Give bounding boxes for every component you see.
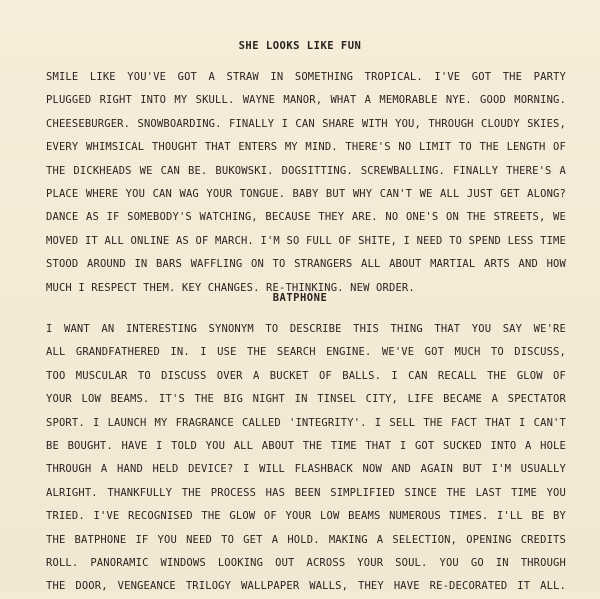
- song-she-looks-like-fun: [0, 40, 600, 52]
- lyric-line: I WANT AN INTERESTING SYNONYM TO DESCRIBE THIS THING THAT YOU SAY WE'RE: [46, 323, 566, 335]
- lyric-line: TRIED. I'VE RECOGNISED THE GLOW OF YOUR LOW BEAMS NUMEROUS TIMES. I'LL BE BY: [46, 510, 566, 523]
- lyric-line: ALL GRANDFATHERED IN. I USE THE SEARCH ENGINE. WE'VE GOT MUCH TO DISCUSS,: [46, 346, 566, 359]
- lyric-line: THROUGH A HAND HELD DEVICE? I WILL FLASHBACK NOW AND AGAIN BUT I'M USUALLY: [46, 463, 566, 476]
- song-lyrics: [46, 318, 566, 599]
- song-title: BATPHONE: [272, 292, 328, 304]
- lyric-line: YOUR LOW BEAMS. IT'S THE BIG NIGHT IN TINSEL CITY, LIFE BECAME A SPECTATOR: [46, 393, 566, 406]
- lyric-line: EVERY WHIMSICAL THOUGHT THAT ENTERS MY MIND. THERE'S NO LIMIT TO THE LENGTH OF: [46, 141, 566, 154]
- lyric-line: THE DICKHEADS WE CAN BE. BUKOWSKI. DOGSITTING. SCREWBALLING. FINALLY THERE'S A: [46, 164, 566, 177]
- lyric-line: ALRIGHT. THANKFULLY THE PROCESS HAS BEEN SIMPLIFIED SINCE THE LAST TIME YOU: [46, 486, 566, 499]
- lyric-line: SMILE LIKE YOU'VE GOT A STRAW IN SOMETHING TROPICAL. I'VE GOT THE PARTY: [46, 71, 566, 83]
- song-batphone: [0, 292, 600, 304]
- lyric-line: MUCH I RESPECT THEM. KEY CHANGES. RE-THINKING. NEW ORDER.: [46, 281, 415, 294]
- lyric-line: SPORT. I LAUNCH MY FRAGRANCE CALLED 'INTEGRITY'. I SELL THE FACT THAT I CAN'T: [46, 416, 566, 429]
- lyric-line: THE BATPHONE IF YOU NEED TO GET A HOLD. MAKING A SELECTION, OPENING CREDITS: [46, 533, 566, 546]
- lyric-line: CHEESEBURGER. SNOWBOARDING. FINALLY I CAN SHARE WITH YOU, THROUGH CLOUDY SKIES,: [46, 117, 566, 130]
- lyric-line: TOO MUSCULAR TO DISCUSS OVER A BUCKET OF BALLS. I CAN RECALL THE GLOW OF: [46, 369, 566, 382]
- lyric-line: ROLL. PANORAMIC WINDOWS LOOKING OUT ACROSS YOUR SOUL. YOU GO IN THROUGH: [46, 556, 566, 569]
- lyric-line: BE BOUGHT. HAVE I TOLD YOU ALL ABOUT THE TIME THAT I GOT SUCKED INTO A HOLE: [46, 439, 566, 452]
- lyric-line: DANCE AS IF SOMEBODY'S WATCHING, BECAUSE THEY ARE. NO ONE'S ON THE STREETS, WE: [46, 211, 566, 224]
- song-lyrics: [46, 66, 566, 300]
- lyric-line: THE DOOR, VENGEANCE TRILOGY WALLPAPER WALLS, THEY HAVE RE-DECORATED IT ALL.: [46, 580, 566, 593]
- lyric-line: STOOD AROUND IN BARS WAFFLING ON TO STRANGERS ALL ABOUT MARTIAL ARTS AND HOW: [46, 258, 566, 271]
- lyric-line: PLACE WHERE YOU CAN WAG YOUR TONGUE. BABY BUT WHY CAN'T WE ALL JUST GET ALONG?: [46, 187, 566, 200]
- lyric-line: PLUGGED RIGHT INTO MY SKULL. WAYNE MANOR, WHAT A MEMORABLE NYE. GOOD MORNING.: [46, 94, 566, 107]
- song-title: SHE LOOKS LIKE FUN: [238, 40, 362, 52]
- lyric-line: MOVED IT ALL ONLINE AS OF MARCH. I'M SO FULL OF SHITE, I NEED TO SPEND LESS TIME: [46, 234, 566, 247]
